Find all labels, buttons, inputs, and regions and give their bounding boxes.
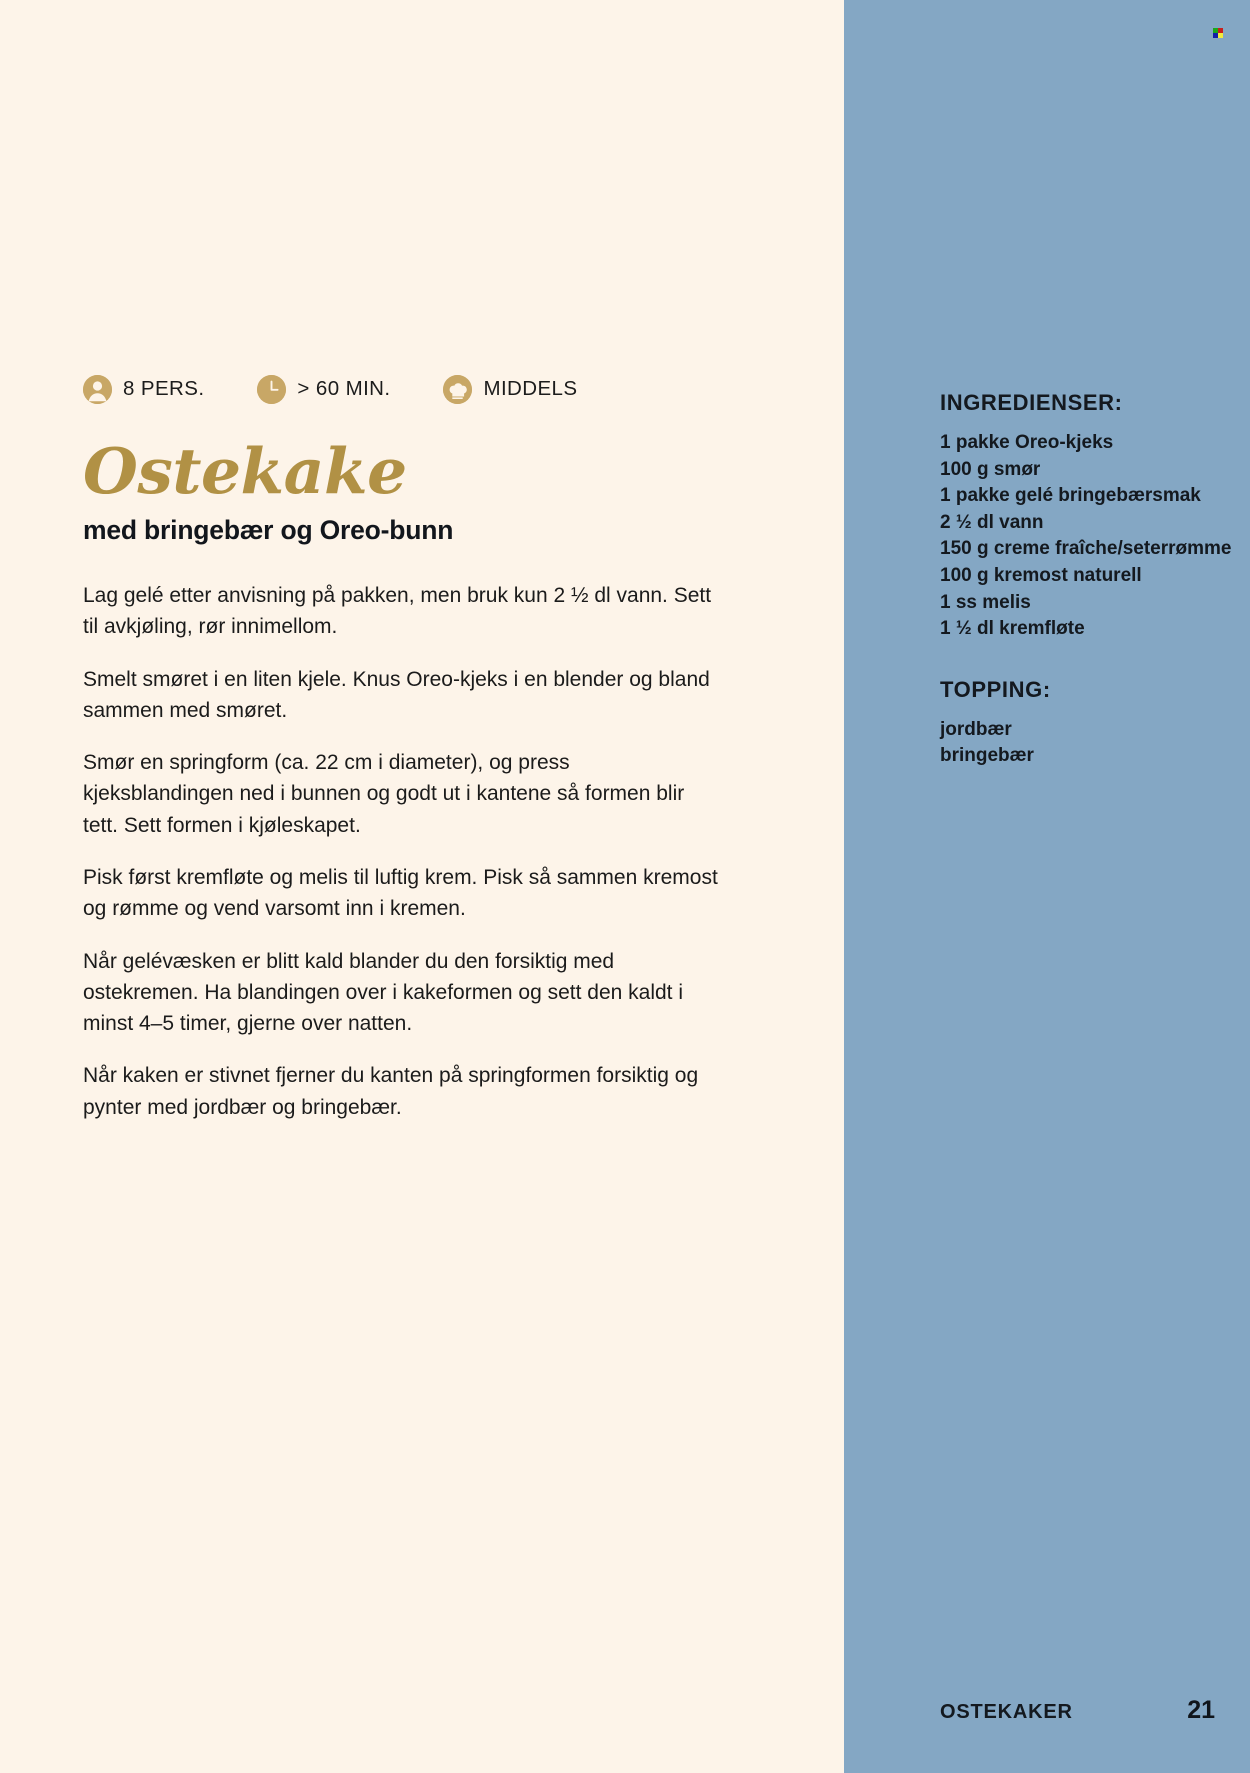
clock-icon [257, 375, 286, 404]
ingredient-item: 150 g creme fraîche/seterrømme [940, 538, 1232, 560]
recipe-subtitle: med bringebær og Oreo-bunn [83, 515, 454, 545]
recipe-step: Smelt smøret i en liten kjele. Knus Oreo-kjeks i en blender og bland sammen med smøret. [83, 667, 710, 722]
topping-item: bringebær [940, 745, 1034, 767]
meta-servings-label: 8 PERS. [123, 377, 205, 400]
recipe-meta-row [83, 372, 783, 406]
meta-time [257, 375, 390, 404]
topping-heading: TOPPING: [940, 676, 1051, 702]
recipe-title: Ostekake [83, 434, 407, 508]
ingredients-side-panel [844, 0, 1250, 1773]
topping-list [940, 717, 1240, 770]
ingredients-list [940, 430, 1240, 643]
meta-difficulty [443, 375, 577, 404]
recipe-steps [83, 580, 783, 1123]
topping-item: jordbær [940, 718, 1012, 740]
footer-section-label: OSTEKAKER [940, 1701, 1073, 1723]
ingredient-item: 2 ½ dl vann [940, 511, 1044, 533]
recipe-step: Smør en springform (ca. 22 cm i diameter), og press kjeksblandingen ned i bunnen og godt ut i kantene så formen blir tett. Sett formen i kjøleskapet. [83, 751, 685, 837]
person-icon [83, 375, 112, 404]
color-registration-mark [1213, 28, 1223, 38]
recipe-step: Når gelévæsken er blitt kald blander du den forsiktig med ostekremen. Ha blandingen over i kakeformen og sett den kaldt i minst 4–5 timer, gjerne over natten. [83, 949, 684, 1036]
ingredient-item: 100 g kremost naturell [940, 564, 1142, 586]
ingredient-item: 1 ½ dl kremfløte [940, 618, 1085, 640]
ingredients-heading: INGREDIENSER: [940, 390, 1123, 415]
ingredient-item: 1 ss melis [940, 591, 1031, 613]
recipe-step: Når kaken er stivnet fjerner du kanten på springformen forsiktig og pynter med jordbær og bringebær. [83, 1064, 699, 1119]
recipe-content [83, 372, 783, 1123]
page-footer [940, 1696, 1215, 1725]
page-number: 21 [1187, 1696, 1215, 1724]
meta-servings [83, 375, 204, 404]
ingredients-block [940, 390, 1240, 770]
chef-hat-icon [443, 375, 472, 404]
reg-swatch-yellow [1218, 33, 1223, 38]
ingredient-item: 1 pakke Oreo-kjeks [940, 432, 1114, 453]
recipe-step: Lag gelé etter anvisning på pakken, men bruk kun 2 ½ dl vann. Sett til avkjøling, rør innimellom. [83, 584, 712, 639]
recipe-step: Pisk først kremfløte og melis til luftig krem. Pisk så sammen kremost og rømme og vend varsomt inn i kremen. [83, 865, 718, 921]
ingredient-item: 100 g smør [940, 458, 1041, 480]
meta-time-label: > 60 MIN. [297, 377, 391, 400]
ingredient-item: 1 pakke gelé bringebærsmak [940, 485, 1201, 507]
meta-difficulty-label: MIDDELS [483, 377, 578, 400]
